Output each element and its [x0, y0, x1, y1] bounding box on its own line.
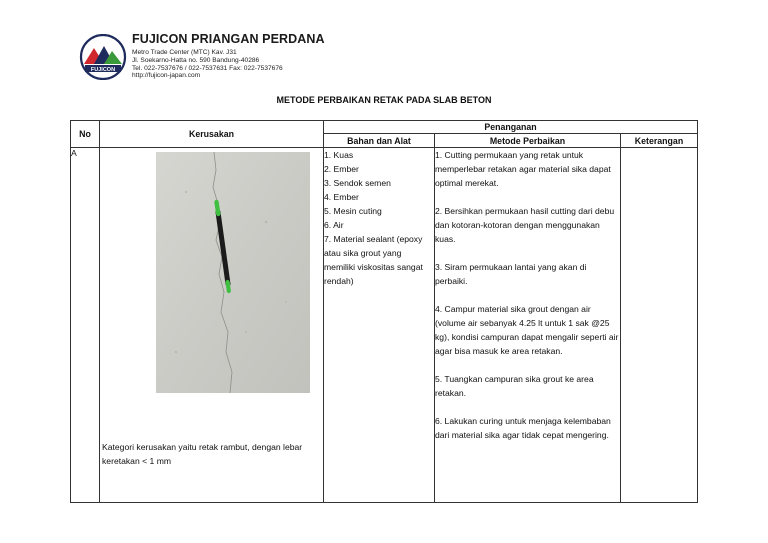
table-row — [71, 148, 698, 503]
material-item: 5. Mesin cuting — [324, 206, 382, 216]
header-damage: Kerusakan — [100, 121, 324, 148]
header-materials: Bahan dan Alat — [324, 134, 435, 148]
method-cell — [435, 148, 621, 503]
method-step: 2. Bersihkan permukaan hasil cutting dari debu dan kotoran-kotoran dengan menggunakan kuas. — [435, 206, 615, 244]
method-step: 5. Tuangkan campuran sika grout ke area retakan. — [435, 374, 594, 398]
method-step: 6. Lakukan curing untuk menjaga kelembaban dari material sika agar tidak cepat mengering. — [435, 416, 611, 440]
materials-cell — [324, 148, 435, 503]
company-name: FUJICON PRIANGAN PERDANA — [132, 32, 325, 46]
row-number: A — [71, 148, 100, 503]
repair-method-table — [70, 120, 698, 503]
method-step: 4. Campur material sika grout dengan air (volume air sebanyak 4.25 lt untuk 1 sak @25 kg), kondisi campuran dapat mengalir seperti air agar bisa masuk ke area retakan. — [435, 304, 619, 356]
material-item: 1. Kuas — [324, 150, 354, 160]
material-item: 4. Ember — [324, 192, 359, 202]
fujicon-logo — [78, 34, 128, 80]
company-website-line: http://fujicon-japan.com — [132, 72, 201, 79]
method-step: 1. Cutting permukaan yang retak untuk memperlebar retakan agar material sika dapat optimal merekat. — [435, 150, 611, 188]
company-address-line: Jl. Soekarno-Hatta no. 590 Bandung-40286 — [132, 57, 260, 64]
logo-text: FUJICON — [90, 66, 116, 73]
header-handling: Penanganan — [324, 121, 698, 134]
document-title: METODE PERBAIKAN RETAK PADA SLAB BETON — [276, 95, 492, 105]
material-item: 6. Air — [324, 220, 344, 230]
method-step: 3. Siram permukaan lantai yang akan di perbaiki. — [435, 262, 587, 286]
notes-cell — [621, 148, 698, 503]
material-item: 2. Ember — [324, 164, 359, 174]
damage-caption: Kategori kerusakan yaitu retak rambut, dengan lebar keretakan < 1 mm — [102, 442, 303, 466]
header-no: No — [71, 121, 100, 148]
damage-cell — [100, 148, 324, 503]
material-item: 3. Sendok semen — [324, 178, 391, 188]
material-item: 7. Material sealant (epoxy atau sika grout yang memiliki viskositas sangat rendah) — [324, 234, 423, 286]
company-address-line: Metro Trade Center (MTC) Kav. J31 — [132, 49, 237, 56]
header-method: Metode Perbaikan — [435, 134, 621, 148]
header-notes: Keterangan — [621, 134, 698, 148]
crack-photo — [156, 152, 310, 393]
crack-photo-image — [156, 152, 310, 393]
company-phone-line: Tel. 022-7537676 / 022-7537631 Fax: 022-7537676 — [132, 64, 283, 72]
